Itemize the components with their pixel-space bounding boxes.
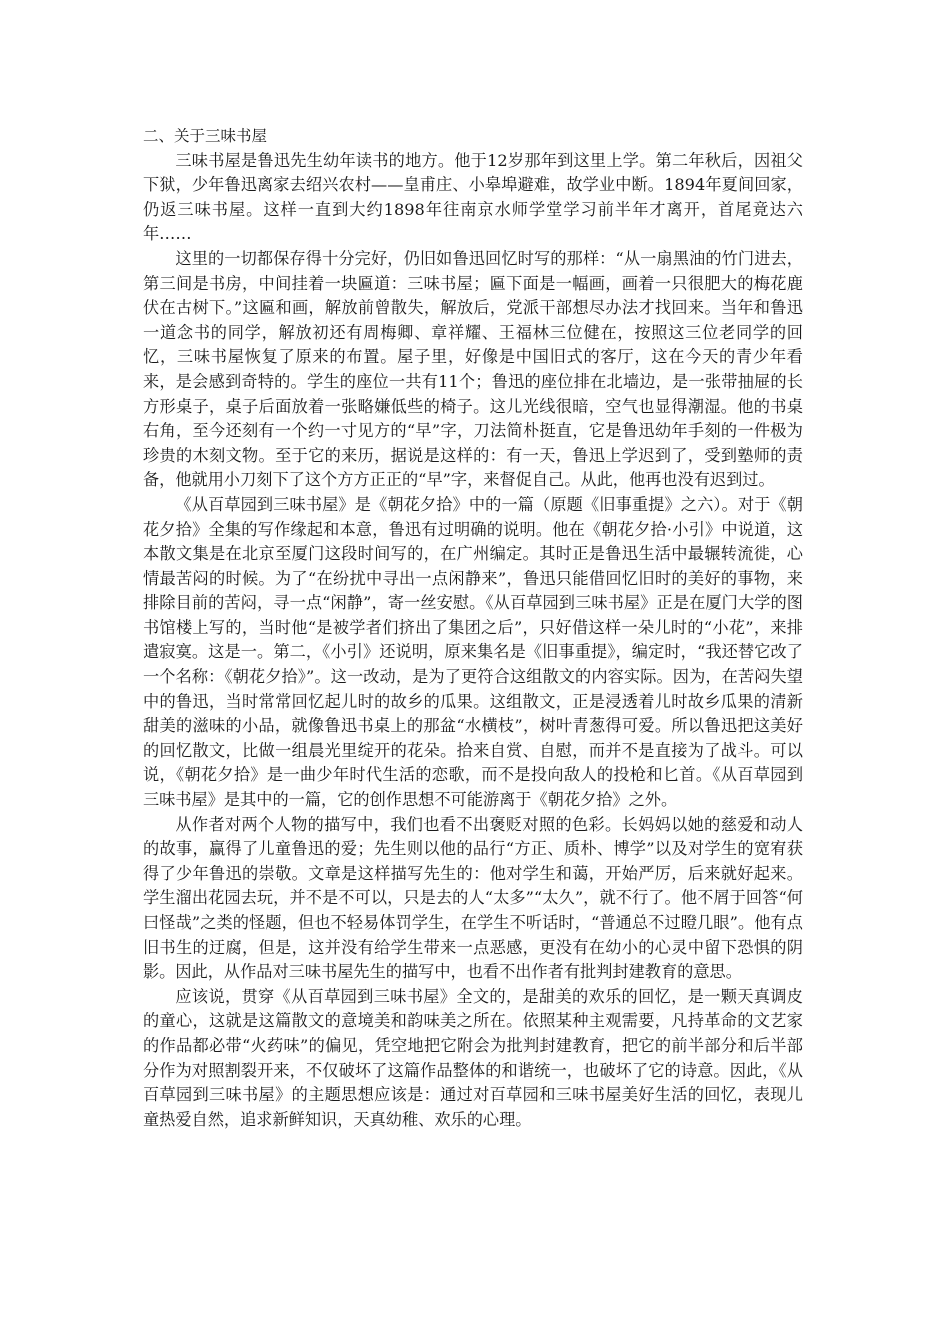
paragraph-characters: 从作者对两个人物的描写中，我们也看不出褒贬对照的色彩。长妈妈以她的慈爱和动人的故事，赢得了儿童鲁迅的爱；先生则以他的品行“方正、质朴、博学”以及对学生的宽宥获得了少年鲁迅的崇敬。文章是这样描写先生的：他对学生和蔼，开始严厉，后来就好起来。学生溜出花园去玩，并不是不可以，只是去的人“太多”“太久”，就不行了。他不屑于回答“何曰怪哉”之类的怪题，但也不轻易体罚学生，在学生不听话时，“普通总不过瞪几眼”。他有点旧书生的迂腐，但是，这并没有给学生带来一点恶感，更没有在幼小的心灵中留下恐惧的阴影。因此，从作品对三味书屋先生的描写中，也看不出作者有批判封建教育的意思。 <box>143 814 803 982</box>
paragraph-intro: 三味书屋是鲁迅先生幼年读书的地方。他于12岁那年到这里上学。第二年秋后，因祖父下狱，少年鲁迅离家去绍兴农村——皇甫庄、小皋埠避难，故学业中断。1894年夏间回家，仍返三味书屋。这样一直到大约1898年往南京水师学堂学习前半年才离开，首尾竟达六年…… <box>143 150 803 244</box>
document-page <box>143 124 803 1132</box>
paragraph-background: 《从百草园到三味书屋》是《朝花夕拾》中的一篇（原题《旧事重提》之六）。对于《朝花夕拾》全集的写作缘起和本意，鲁迅有过明确的说明。他在《朝花夕拾·小引》中说道，这本散文集是在北京至厦门这段时间写的，在广州编定。其时正是鲁迅生活中最辗转流徙，心情最苦闷的时候。为了“在纷扰中寻出一点闲静来”，鲁迅只能借回忆旧时的美好的事物，来排除目前的苦闷，寻一点“闲静”，寄一丝安慰。《从百草园到三味书屋》正是在厦门大学的图书馆楼上写的，当时他“是被学者们挤出了集团之后”，只好借这样一朵儿时的“小花”，来排遣寂寞。这是一。第二，《小引》还说明，原来集名是《旧事重提》，编定时，“我还替它改了一个名称：《朝花夕拾》”。这一改动，是为了更符合这组散文的内容实际。因为，在苦闷失望中的鲁迅，当时常常回忆起儿时的故乡的瓜果。这组散文，正是浸透着儿时故乡瓜果的清新甜美的滋味的小品，就像鲁迅书桌上的那盆“水横枝”，树叶青葱得可爱。所以鲁迅把这美好的回忆散文，比做一组晨光里绽开的花朵。拾来自赏、自慰，而并不是直接为了战斗。可以说，《朝花夕拾》是一曲少年时代生活的恋歌，而不是投向敌人的投枪和匕首。《从百草园到三味书屋》是其中的一篇，它的创作思想不可能游离于《朝花夕拾》之外。 <box>143 494 803 810</box>
section-heading: 二、关于三味书屋 <box>143 127 268 145</box>
paragraph-description: 这里的一切都保存得十分完好，仍旧如鲁迅回忆时写的那样：“从一扇黑油的竹门进去，第三间是书房，中间挂着一块匾道：三味书屋；匾下面是一幅画，画着一只很肥大的梅花鹿伏在古树下。”这匾和画，解放前曾散失，解放后，党派干部想尽办法才找回来。当年和鲁迅一道念书的同学，解放初还有周梅卿、章祥耀、王福林三位健在，按照这三位老同学的回忆，三味书屋恢复了原来的布置。屋子里，好像是中国旧式的客厅，这在今天的青少年看来，是会感到奇特的。学生的座位一共有11个；鲁迅的座位排在北墙边，是一张带抽屉的长方形桌子，桌子后面放着一张略嫌低些的椅子。这儿光线很暗，空气也显得潮湿。他的书桌右角，至今还刻有一个约一寸见方的“早”字，刀法简朴挺直，它是鲁迅幼年手刻的一件极为珍贵的木刻文物。至于它的来历，据说是这样的：有一天，鲁迅上学迟到了，受到塾师的责备，他就用小刀刻下了这个方方正正的“早”字，来督促自己。从此，他再也没有迟到过。 <box>143 248 803 490</box>
paragraph-conclusion: 应该说，贯穿《从百草园到三味书屋》全文的，是甜美的欢乐的回忆，是一颗天真调皮的童心，这就是这篇散文的意境美和韵味美之所在。依照某种主观需要，凡持革命的文艺家的作品都必带“火药味”的偏见，凭空地把它附会为批判封建教育，把它的前半部分和后半部分作为对照割裂开来，不仅破坏了这篇作品整体的和谐统一，也破坏了它的诗意。因此，《从百草园到三味书屋》的主题思想应该是：通过对百草园和三味书屋美好生活的回忆，表现儿童热爱自然，追求新鲜知识，天真幼稚、欢乐的心理。 <box>143 986 803 1129</box>
